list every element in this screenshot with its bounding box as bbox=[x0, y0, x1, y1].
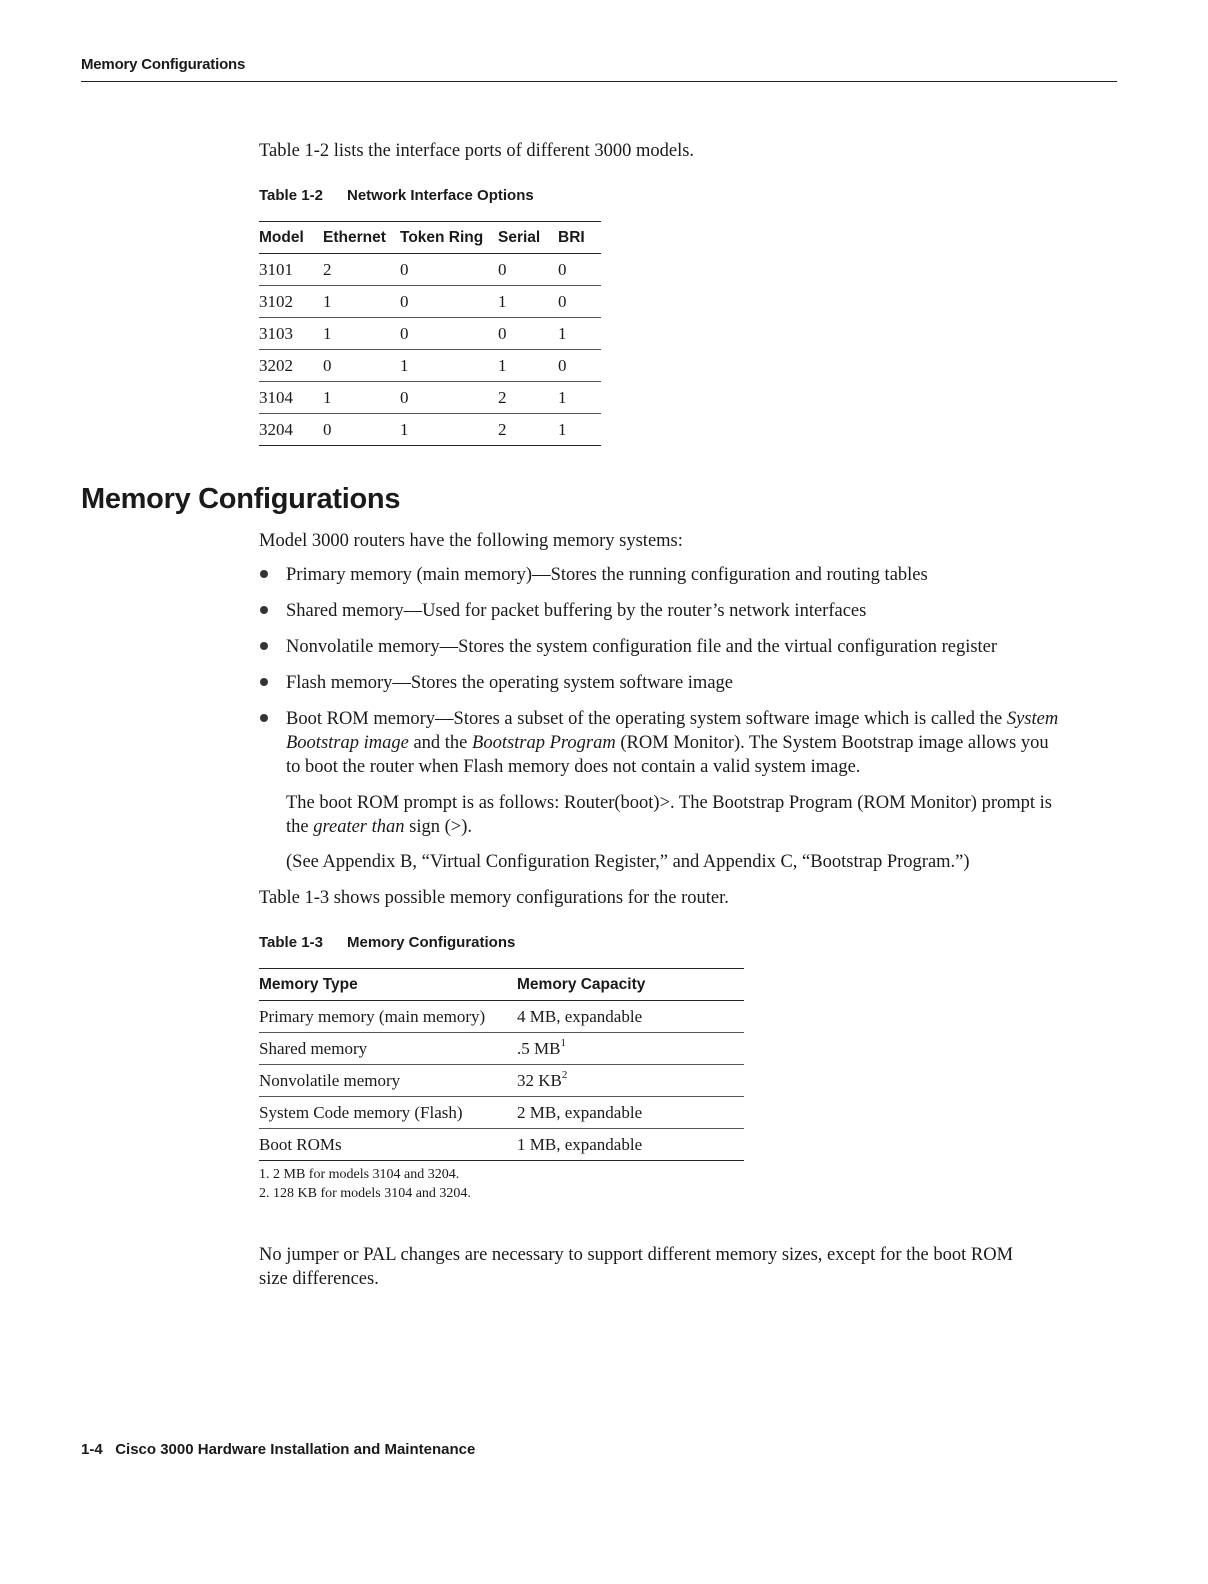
table-1-2-caption bbox=[259, 187, 534, 204]
table-cell: 1 bbox=[498, 350, 558, 382]
table-cell: 3103 bbox=[259, 318, 323, 350]
intro-paragraph: Table 1-2 lists the interface ports of different 3000 models. bbox=[259, 141, 695, 161]
footnote-marker: 1 bbox=[560, 1036, 566, 1049]
table-footnote: 1. 2 MB for models 3104 and 3204. bbox=[259, 1167, 460, 1182]
list-item bbox=[259, 635, 1059, 659]
table-cell: Primary memory (main memory) bbox=[259, 1001, 517, 1033]
text-run: (ROM Monitor). The System Bootstrap image allows you to boot the router when Flash memory does not contain a valid system image. bbox=[286, 733, 1049, 777]
column-header: BRI bbox=[558, 222, 601, 254]
table-cell bbox=[517, 1001, 744, 1033]
list-item-text: Shared memory—Used for packet buffering by the router’s network interfaces bbox=[286, 601, 867, 621]
bullet-icon bbox=[260, 606, 268, 614]
list-item bbox=[259, 599, 1059, 623]
running-header: Memory Configurations bbox=[81, 56, 246, 73]
footnote-marker: 2 bbox=[561, 1068, 568, 1081]
header-rule bbox=[81, 81, 1117, 82]
table-cell: Boot ROMs bbox=[259, 1129, 517, 1161]
table-title: Network Interface Options bbox=[347, 187, 534, 204]
bullet-icon bbox=[260, 570, 268, 578]
table-row bbox=[259, 1033, 744, 1065]
closing-paragraph: No jumper or PAL changes are necessary to support different memory sizes, except for the boot ROM size differences. bbox=[259, 1245, 1014, 1289]
bullet-icon bbox=[260, 714, 268, 722]
table-row bbox=[259, 318, 601, 350]
table-cell: 0 bbox=[400, 286, 498, 318]
table-cell: 3104 bbox=[259, 382, 323, 414]
table-row bbox=[259, 350, 601, 382]
list-item-text bbox=[286, 709, 1058, 777]
emphasis: greater than bbox=[313, 817, 405, 837]
see-also-paragraph: (See Appendix B, “Virtual Configuration Register,” and Appendix C, “Bootstrap Program.”) bbox=[286, 852, 970, 872]
table-row bbox=[259, 1097, 744, 1129]
book-title: Cisco 3000 Hardware Installation and Maintenance bbox=[115, 1441, 476, 1458]
column-header: Memory Capacity bbox=[517, 969, 744, 1001]
list-item-text: Primary memory (main memory)—Stores the running configuration and routing tables bbox=[286, 565, 928, 585]
table-footnote: 2. 128 KB for models 3104 and 3204. bbox=[259, 1186, 471, 1201]
table-row bbox=[259, 1001, 744, 1033]
column-header: Token Ring bbox=[400, 222, 498, 254]
table-cell: 2 bbox=[498, 382, 558, 414]
table-cell: 1 bbox=[558, 318, 601, 350]
table-row bbox=[259, 286, 601, 318]
table-header-row bbox=[259, 222, 601, 254]
capacity-value: .5 MB bbox=[517, 1038, 561, 1058]
table-number: Table 1-2 bbox=[259, 187, 323, 204]
column-header: Memory Type bbox=[259, 969, 517, 1001]
table-cell: 3204 bbox=[259, 414, 323, 446]
table-cell: 1 bbox=[400, 350, 498, 382]
table-cell: 3101 bbox=[259, 254, 323, 286]
column-header: Serial bbox=[498, 222, 558, 254]
table-header-row bbox=[259, 969, 744, 1001]
memory-configurations-table bbox=[259, 968, 744, 1161]
table-cell: 0 bbox=[400, 254, 498, 286]
table-cell: 0 bbox=[558, 286, 601, 318]
table-cell: Nonvolatile memory bbox=[259, 1065, 517, 1097]
section-lead: Model 3000 routers have the following memory systems: bbox=[259, 531, 683, 551]
table-cell: 0 bbox=[498, 318, 558, 350]
table-cell: 1 bbox=[323, 382, 400, 414]
table-cell: 0 bbox=[323, 350, 400, 382]
page-number: 1-4 bbox=[81, 1441, 103, 1458]
table-cell: 2 bbox=[323, 254, 400, 286]
list-item-text: Flash memory—Stores the operating system software image bbox=[286, 673, 733, 693]
table-cell: 0 bbox=[400, 318, 498, 350]
capacity-value: 4 MB, expandable bbox=[517, 1006, 643, 1026]
table-cell: 0 bbox=[323, 414, 400, 446]
text-run: and the bbox=[408, 733, 473, 753]
list-item-text: Nonvolatile memory—Stores the system configuration file and the virtual configuration register bbox=[286, 637, 998, 657]
table-row bbox=[259, 254, 601, 286]
table-row bbox=[259, 382, 601, 414]
table-cell: 1 bbox=[558, 382, 601, 414]
table-cell: 0 bbox=[400, 382, 498, 414]
capacity-value: 2 MB, expandable bbox=[517, 1102, 643, 1122]
text-run: sign (>). bbox=[404, 817, 473, 837]
emphasis: Bootstrap Program bbox=[472, 733, 616, 753]
table-cell: Shared memory bbox=[259, 1033, 517, 1065]
bullet-icon bbox=[260, 678, 268, 686]
bullet-icon bbox=[260, 642, 268, 650]
column-header: Ethernet bbox=[323, 222, 400, 254]
table-cell: 0 bbox=[558, 350, 601, 382]
table-cell: System Code memory (Flash) bbox=[259, 1097, 517, 1129]
table-title: Memory Configurations bbox=[347, 934, 516, 951]
table-row bbox=[259, 1065, 744, 1097]
table-cell: 1 bbox=[558, 414, 601, 446]
list-item bbox=[259, 671, 1059, 695]
table-cell: 1 bbox=[323, 318, 400, 350]
table-cell: 1 bbox=[498, 286, 558, 318]
table-intro-paragraph: Table 1-3 shows possible memory configurations for the router. bbox=[259, 888, 729, 908]
text-run: The boot ROM prompt is as follows: Router(boot)>. The Bootstrap Program (ROM Monitor) prompt is the bbox=[286, 793, 1052, 837]
list-item bbox=[259, 563, 1059, 587]
capacity-value: 1 MB, expandable bbox=[517, 1134, 643, 1154]
network-interface-table bbox=[259, 221, 601, 446]
table-cell bbox=[517, 1065, 744, 1097]
table-1-3-caption bbox=[259, 934, 515, 951]
table-cell: 3102 bbox=[259, 286, 323, 318]
table-number: Table 1-3 bbox=[259, 934, 323, 951]
page-footer bbox=[81, 1441, 475, 1458]
table-cell: 1 bbox=[323, 286, 400, 318]
emphasis: System Bootstrap image bbox=[286, 709, 1059, 753]
boot-prompt-paragraph bbox=[286, 791, 1056, 839]
section-heading: Memory Configurations bbox=[81, 483, 401, 515]
table-row bbox=[259, 1129, 744, 1161]
table-cell: 2 bbox=[498, 414, 558, 446]
column-header: Model bbox=[259, 222, 323, 254]
table-cell: 3202 bbox=[259, 350, 323, 382]
table-row bbox=[259, 414, 601, 446]
table-cell: 1 bbox=[400, 414, 498, 446]
table-cell bbox=[517, 1097, 744, 1129]
table-cell bbox=[517, 1129, 744, 1161]
table-cell bbox=[517, 1033, 744, 1065]
list-item bbox=[259, 707, 1059, 779]
text-run: Boot ROM memory—Stores a subset of the operating system software image which is called the bbox=[286, 709, 1007, 729]
memory-systems-list bbox=[259, 563, 1059, 791]
table-cell: 0 bbox=[558, 254, 601, 286]
capacity-value: 32 KB bbox=[517, 1070, 562, 1090]
table-cell: 0 bbox=[498, 254, 558, 286]
